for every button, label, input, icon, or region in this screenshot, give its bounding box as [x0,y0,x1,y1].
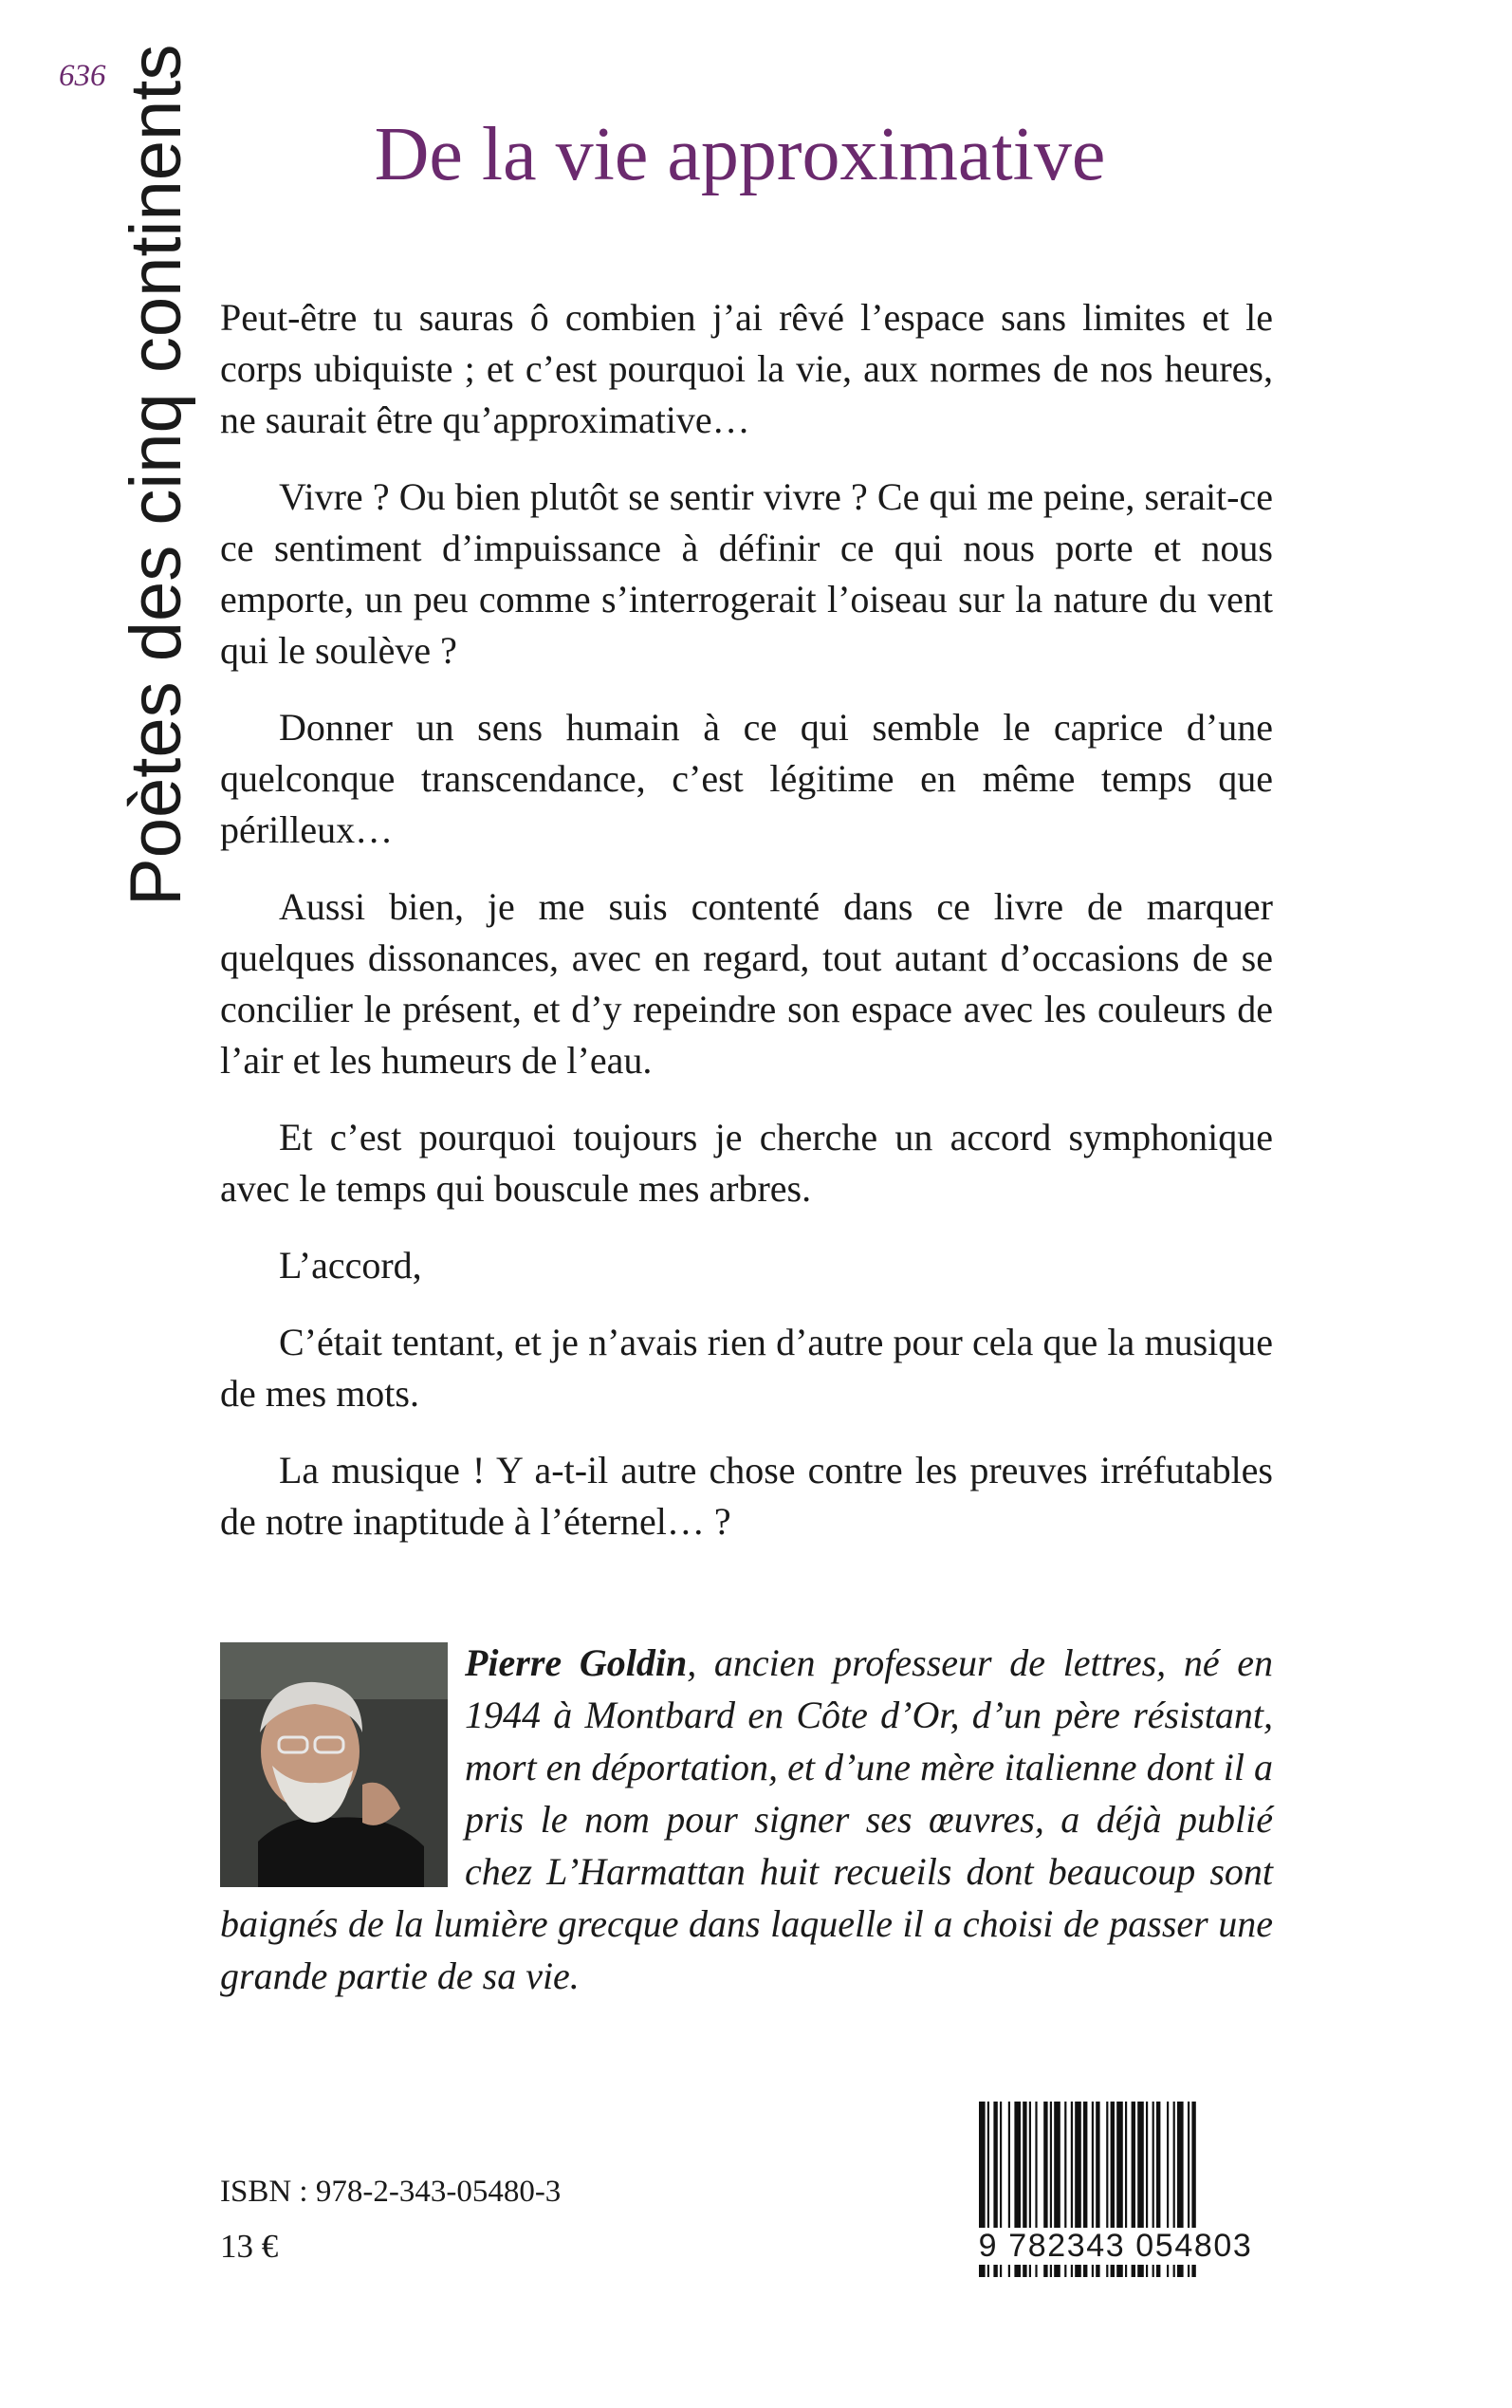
paragraph: C’était tentant, et je n’avais rien d’autre pour cela que la musique de mes mots. [220,1321,1273,1415]
author-bio [220,1637,1273,2002]
paragraph: Donner un sens humain à ce qui semble le caprice d’une quelconque transcendance, c’est légitime en même temps que périlleux… [220,706,1273,851]
barcode-digits: 9 782343 054803 [956,2228,1275,2265]
series-number: 636 [59,59,106,93]
author-bio-text: , ancien professeur de lettres, né en 1944 à Montbard en Côte d’Or, d’un père résistant, mort en déportation, et d’une mère italienne dont il a pris le nom pour signer ses œuvres, a déjà publié chez L’Harmattan huit recueils dont beaucoup sont baignés de la lumière grecque dans laquelle il a choisi de passer une grande partie de sa vie. [220,1641,1274,1997]
book-title: De la vie approximative [374,113,1106,196]
price: 13 € [220,2228,279,2265]
series-name: Poètes des cinq continents [116,44,196,906]
paragraph: Vivre ? Ou bien plutôt se sentir vivre ? Ce qui me peine, serait-ce ce sentiment d’impuissance à définir ce qui nous porte et nous emporte, un peu comme s’interrogerait l’oiseau sur la nature du vent qui le soulève ? [220,475,1273,672]
paragraph: Et c’est pourquoi toujours je cherche un accord symphonique avec le temps qui bouscule mes arbres. [220,1116,1273,1210]
back-cover-text [220,292,1273,1573]
paragraph: Peut-être tu sauras ô combien j’ai rêvé l’espace sans limites et le corps ubiquiste ; et c’est pourquoi la vie, aux normes de nos heures, ne saurait être qu’approximative… [220,296,1273,441]
paragraph: La musique ! Y a-t-il autre chose contre les preuves irréfutables de notre inaptitude à l’éternel… ? [220,1449,1273,1543]
paragraph: Aussi bien, je me suis contenté dans ce livre de marquer quelques dissonances, avec en regard, tout autant d’occasions de se concilier le présent, et d’y repeindre son espace avec les couleurs de l’air et les humeurs de l’eau. [220,885,1273,1082]
author-name: Pierre Goldin [465,1641,688,1684]
author-photo [220,1642,448,1887]
paragraph: L’accord, [279,1244,422,1287]
isbn: ISBN : 978-2-343-05480-3 [220,2175,562,2209]
